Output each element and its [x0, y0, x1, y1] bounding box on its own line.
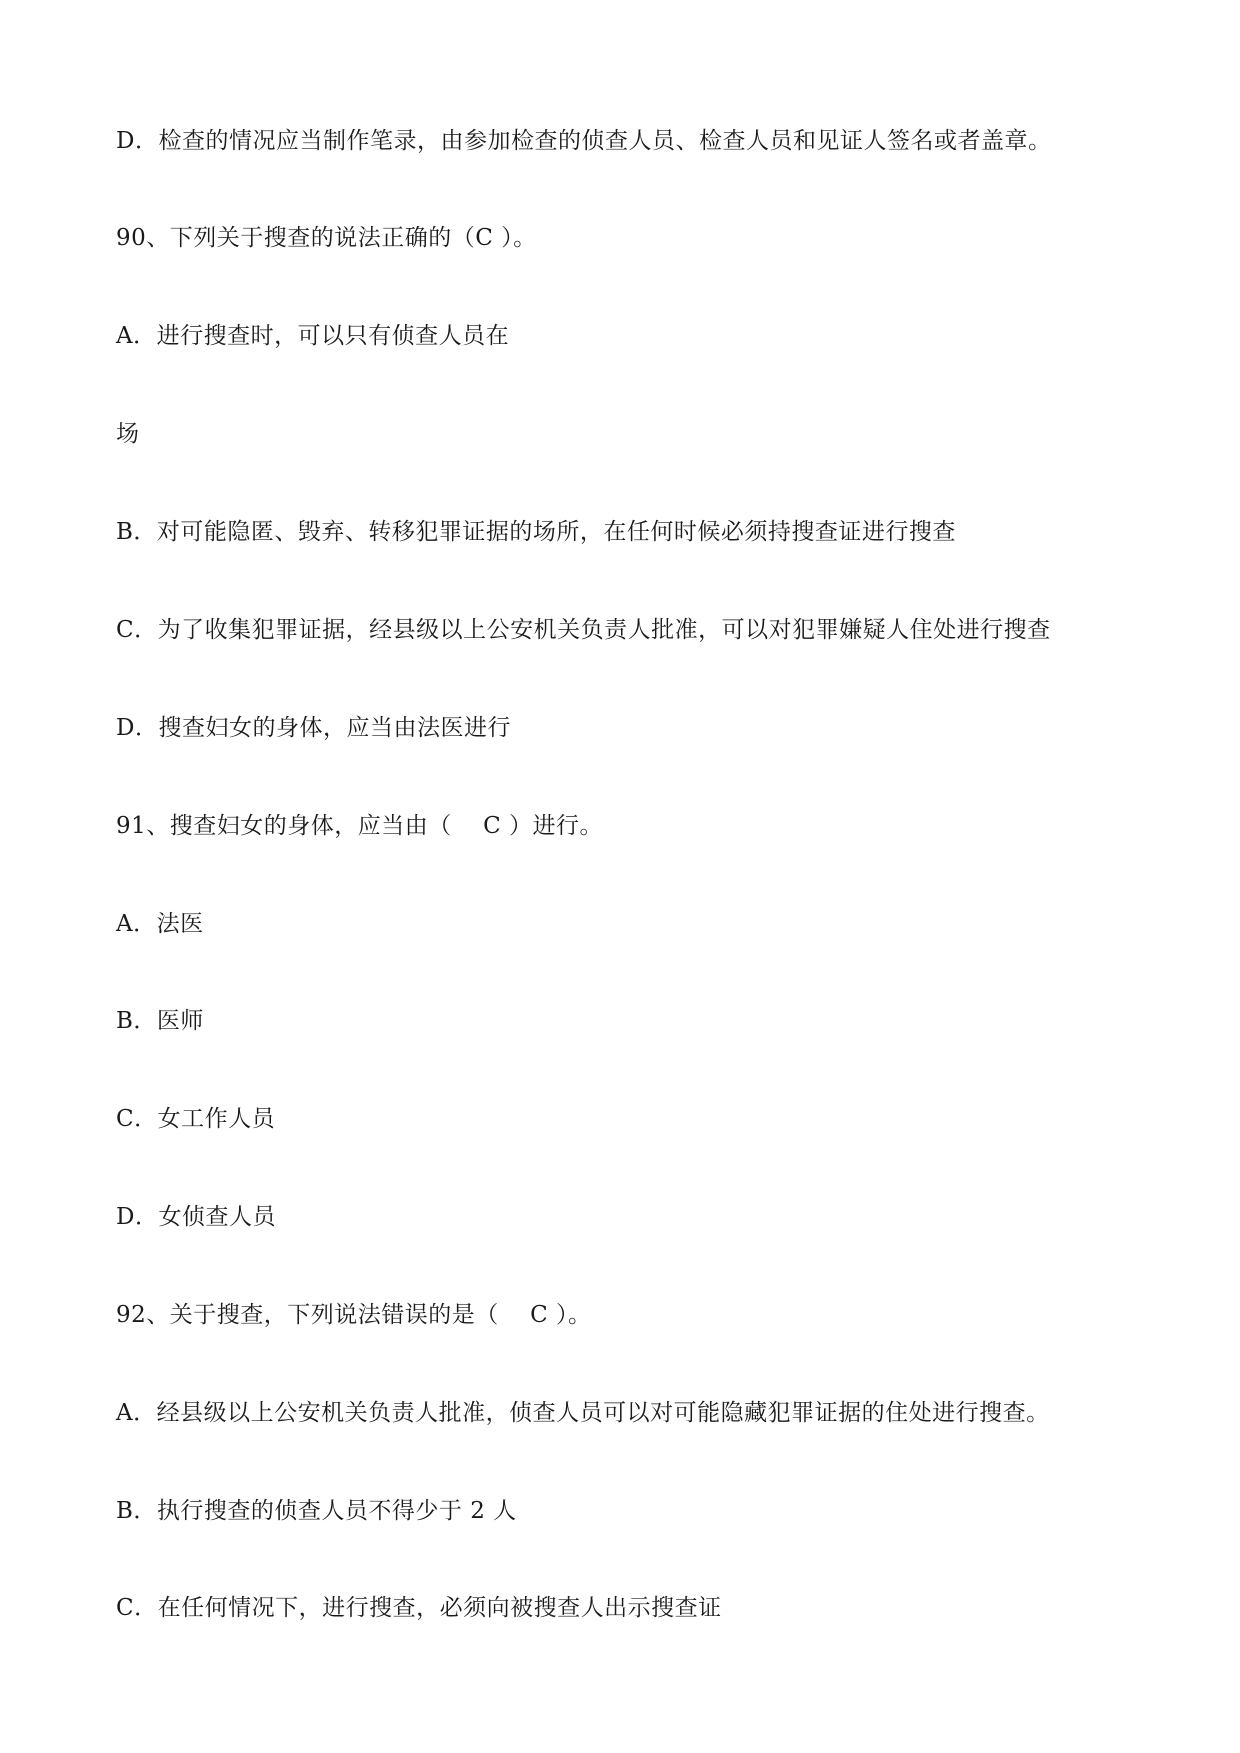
option-a-q90: A．进行搜查时，可以只有侦查人员在	[116, 323, 510, 349]
option-a-q91: A．法医	[116, 911, 204, 937]
option-c-q92: C．在任何情况下，进行搜查，必须向被搜查人出示搜查证	[116, 1595, 722, 1621]
question-91: 91、搜查妇女的身体，应当由（ C ）进行。	[116, 813, 603, 839]
option-d-q91: D．女侦查人员	[116, 1204, 276, 1230]
option-d-q89: D．检查的情况应当制作笔录，由参加检查的侦查人员、检查人员和见证人签名或者盖章。	[116, 128, 1052, 154]
option-d-q90: D．搜查妇女的身体，应当由法医进行	[116, 715, 511, 741]
option-b-q90: B．对可能隐匿、毁弃、转移犯罪证据的场所，在任何时候必须持搜查证进行搜查	[116, 519, 956, 545]
question-92: 92、关于搜查，下列说法错误的是（ C ）。	[116, 1302, 592, 1328]
option-c-q90: C．为了收集犯罪证据，经县级以上公安机关负责人批准，可以对犯罪嫌疑人住处进行搜查	[116, 617, 1051, 643]
question-90: 90、下列关于搜查的说法正确的（C ）。	[116, 225, 537, 251]
option-c-q91: C．女工作人员	[116, 1106, 276, 1132]
option-a-q92: A．经县级以上公安机关负责人批准，侦查人员可以对可能隐藏犯罪证据的住处进行搜查。	[116, 1400, 1050, 1426]
option-a-q90-continuation: 场	[116, 421, 140, 447]
option-b-q91: B．医师	[116, 1008, 204, 1034]
option-b-q92: B．执行搜查的侦查人员不得少于 2 人	[116, 1498, 517, 1524]
